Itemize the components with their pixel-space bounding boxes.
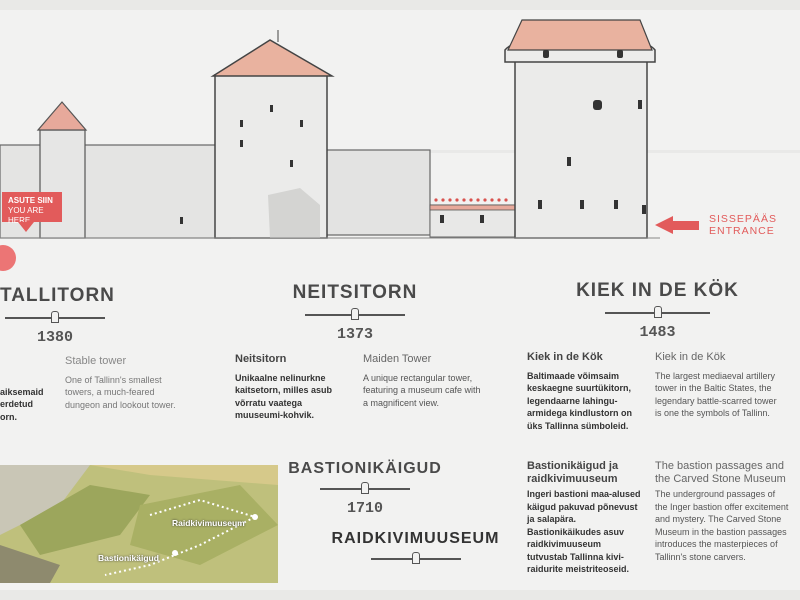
- neitsitorn-heading: [290, 282, 420, 343]
- bastion-name: BASTIONIKÄIGUD: [288, 460, 442, 477]
- left-arrow-icon: [655, 216, 673, 234]
- bastion-en-body: The underground passages of the Inger bastion offer excitement and mystery. The Carved Stone Museum in the bastion passages introduces the masterpieces of Tallinn's stone carvers.: [655, 489, 789, 562]
- bastion-est-body: Ingeri bastioni maa-alused käigud pakuvad põnevust ja salapära. Bastionikäikudes asuv raidkivimuuseum tutvustab Tallinna kivi-raidurite meistriteoseid.: [527, 489, 641, 574]
- bastion-en-title: The bastion passages and the Carved Stone Museum: [655, 460, 786, 485]
- tallitorn-en-text: [65, 355, 185, 411]
- badge-pointer: [18, 222, 34, 232]
- entrance-est: SISSEPÄÄS: [709, 213, 777, 225]
- arrow-shaft: [673, 221, 699, 230]
- kiek-en-text: [655, 351, 780, 420]
- tower-year: 1483: [639, 324, 676, 341]
- tower-rule-icon: [605, 306, 710, 318]
- tallitorn-heading: [0, 285, 115, 346]
- you-are-here-est: ASUTE SIIN: [8, 196, 53, 205]
- tower-rule-icon: [371, 552, 461, 564]
- tower-en-body: The largest mediaeval artillery tower in the Baltic States, the legendary battle-scarred tower is one the symbols of Tallinn.: [655, 370, 777, 418]
- you-are-here-en: YOU ARE HERE: [8, 206, 44, 225]
- tower-rule-icon: [305, 308, 405, 320]
- bastion-year: 1710: [346, 500, 383, 517]
- neitsitorn-en-text: [363, 353, 483, 409]
- tower-est-body: Unikaalne nelinurkne kaitsetorn, milles asub võrratu vaatega muuseumi-kohvik.: [235, 372, 333, 420]
- bastion-map: [0, 465, 278, 583]
- tower-en-title: Maiden Tower: [363, 353, 432, 365]
- tower-rule-icon: [320, 482, 410, 494]
- tower-name: NEITSITORN: [292, 282, 418, 303]
- tower-name: KIEK IN DE KÖK: [576, 280, 739, 301]
- tallitorn-est-text: [0, 373, 55, 436]
- bastion-est-text: [527, 460, 642, 576]
- kiek-est-text: [527, 351, 637, 432]
- entrance-sign: [655, 213, 777, 237]
- tower-en-title: Stable tower: [65, 355, 127, 367]
- map-label-museum: Raidkivimuuseum: [172, 518, 245, 528]
- tower-est-body: Baltimaade võimsaim keskaegne suurtükitorn, legendaarne lahingu-armidega kindlustorn on üks Tallinna sümboleid.: [527, 370, 633, 431]
- kiek-heading: [575, 280, 740, 341]
- tower-name: TALLITORN: [0, 285, 115, 306]
- tower-est-title: Neitsitorn: [235, 353, 287, 365]
- tower-year: 1373: [336, 326, 373, 343]
- entrance-en: ENTRANCE: [709, 225, 775, 237]
- tower-rule-icon: [5, 311, 105, 323]
- tower-en-title: Kiek in de Kök: [655, 351, 726, 363]
- bastion-en-text: [655, 460, 790, 563]
- neitsitorn-est-text: [235, 353, 350, 422]
- bastion-heading: [285, 460, 445, 517]
- tower-est-body: aiksemaid erdetud orn.: [0, 386, 44, 422]
- tower-en-body: One of Tallinn's smallest towers, a much-feared dungeon and lookout tower.: [65, 374, 176, 410]
- tower-en-body: A unique rectangular tower, featuring a museum cafe with a magnificent view.: [363, 372, 481, 408]
- you-are-here-badge: [2, 192, 62, 225]
- museum-heading: [328, 530, 503, 564]
- info-sign: [0, 10, 800, 590]
- map-label-bastion: Bastionikäigud: [98, 553, 159, 563]
- museum-name: RAIDKIVIMUUSEUM: [331, 530, 500, 547]
- bastion-est-title: Bastionikäigud ja raidkivimuuseum: [527, 460, 619, 485]
- tower-est-title: Kiek in de Kök: [527, 351, 603, 363]
- tower-year: 1380: [36, 329, 73, 346]
